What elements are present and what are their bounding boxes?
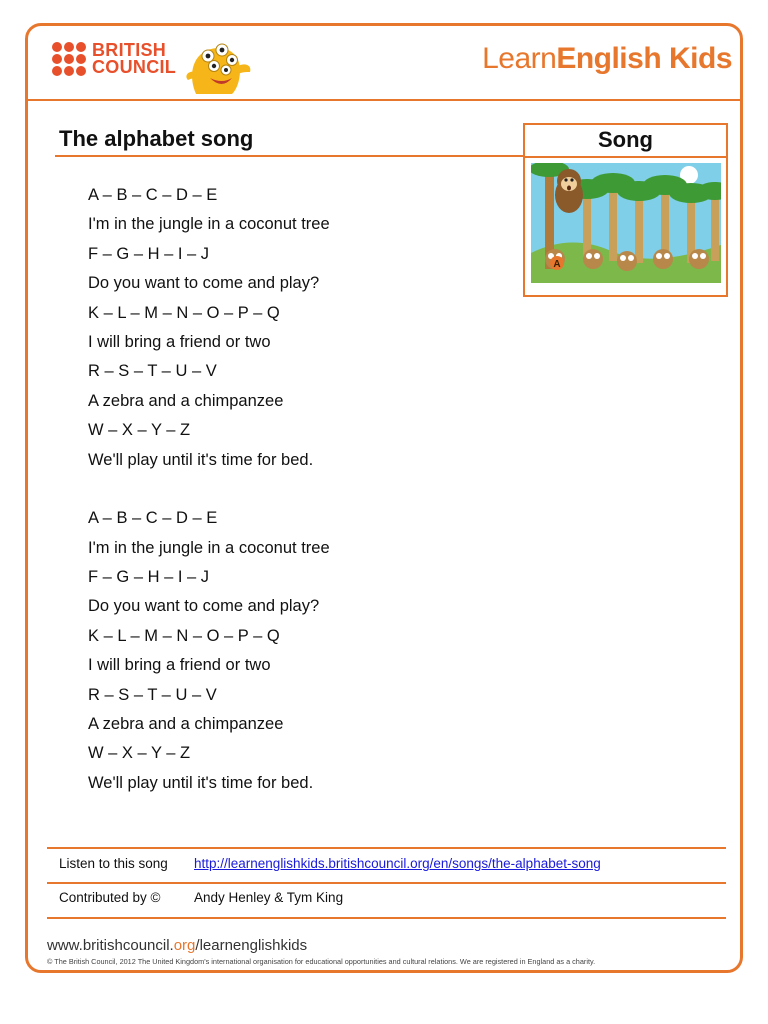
footer-url-part2: org [173,937,196,954]
lyric-line: K – L – M – N – O – P – Q [88,626,280,645]
lyric-line: F – G – H – I – J [88,568,210,587]
lyric-line: Do you want to come and play? [88,597,320,616]
listen-label: Listen to this song [59,856,168,871]
lyric-line: W – X – Y – Z [88,421,191,440]
lyric-line: We'll play until it's time for bed. [88,773,314,792]
lyric-line: I'm in the jungle in a coconut tree [88,538,330,557]
learnenglish-kids-logo [482,42,732,76]
song-link[interactable]: http://learnenglishkids.britishcouncil.org/en/songs/the-alphabet-song [194,856,601,871]
song-divider [525,156,726,158]
table-rule-bottom [47,917,726,919]
picture-letter: A [553,259,561,270]
table-rule-top [47,847,726,849]
contributed-label: Contributed by © [59,890,161,905]
jungle-illustration [531,163,721,283]
lyric-line: I'm in the jungle in a coconut tree [88,215,330,234]
footer-url[interactable] [47,937,307,954]
brand-part2: English Kids [556,42,732,75]
lyrics [88,181,330,798]
footer-url-part3: /learnenglishkids [195,937,308,954]
song-box [523,123,728,297]
lyric-line: I will bring a friend or two [88,656,271,675]
lyric-line: A zebra and a chimpanzee [88,391,284,410]
lyric-line: A – B – C – D – E [88,186,218,204]
lyric-line: R – S – T – U – V [88,362,217,381]
org-name-line2: COUNCIL [92,57,177,77]
british-council-logo [52,42,176,76]
lyric-line: I will bring a friend or two [88,332,271,351]
lyric-line: W – X – Y – Z [88,744,191,763]
stanza-gap [88,475,330,504]
table-rule-middle [47,882,726,884]
listen-link-cell [194,856,601,871]
brand-part1: Learn [482,42,557,75]
british-council-dots-icon [52,42,86,76]
page-title: The alphabet song [59,126,254,151]
lyric-line: K – L – M – N – O – P – Q [88,303,280,322]
footer-url-part1: www.britishcouncil. [47,937,174,954]
lyric-line: A – B – C – D – E [88,509,218,528]
header-divider [27,99,741,101]
title-divider [55,155,525,157]
footer-copyright: © The British Council, 2012 The United Kingdom's international organisation for educational opportunities and cultural relations. We are registered in England as a charity. [47,957,596,966]
contributed-value: Andy Henley & Tym King [194,890,344,905]
lyric-line: Do you want to come and play? [88,274,320,293]
song-label: Song [598,127,653,152]
lyric-line: R – S – T – U – V [88,685,217,704]
lyric-line: We'll play until it's time for bed. [88,450,314,469]
org-name-line1: BRITISH [92,40,167,60]
monster-mascot-icon [178,36,256,98]
lyric-line: F – G – H – I – J [88,244,210,263]
lyric-line: A zebra and a chimpanzee [88,715,284,734]
